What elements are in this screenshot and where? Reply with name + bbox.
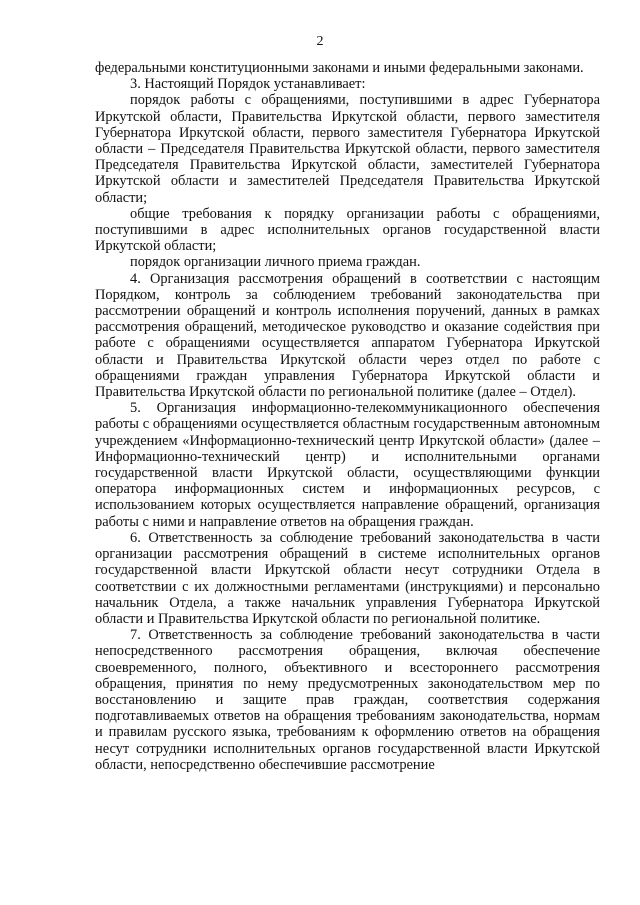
paragraph-item-7: 7. Ответственность за соблюдение требований законодательства в части непосредственного рассмотрения обращения, включая обеспечение своевременного, полного, объективного и всестороннего рассмотрения обращения, принятия по нему предусмотренных законодательством мер по восстановлению и защите прав граждан, соответствия содержания подготавливаемых ответов на обращения требованиям законодательства, нормам и правилам русского языка, требованиям к оформлению ответов на обращения несут сотрудники исполнительных органов государственной власти Иркутской области, непосредственно обеспечившие рассмотрение xyxy=(95,627,600,773)
paragraph-item-5: 5. Организация информационно-телекоммуникационного обеспечения работы с обращениями осуществляется областным государственным автономным учреждением «Информационно-технический центр Иркутской области» (далее – Информационно-технический центр) и исполнительными органами государственной власти Иркутской области, осуществляющими функции оператора информационных систем и информационных ресурсов, с использованием которых осуществляется направление обращений, организация работы с ними и направление ответов на обращения граждан. xyxy=(95,400,600,530)
page-number: 2 xyxy=(316,34,324,49)
document-body xyxy=(95,60,600,773)
paragraph-item-6: 6. Ответственность за соблюдение требований законодательства в части организации рассмотрения обращений в системе исполнительных органов государственной власти Иркутской области несут сотрудники Отдела в соответствии с их должностными регламентами (инструкциями) и персонально начальник Отдела, а также начальник управления Губернатора Иркутской области и Правительства Иркутской области по региональной политике. xyxy=(95,529,600,627)
paragraph-item-4: 4. Организация рассмотрения обращений в соответствии с настоящим Порядком, контроль за соблюдением требований законодательства при рассмотрении обращений и контроль исполнения поручений, данных в рамках рассмотрения обращений, методическое руководство и оказание содействия при работе с обращениями осуществляется аппаратом Губернатора Иркутской области и Правительства Иркутской области через отдел по работе с обращениями граждан управления Губернатора Иркутской области и Правительства Иркутской области по региональной политике (далее – Отдел). xyxy=(95,270,600,401)
paragraph-general-requirements: общие требования к порядку организации работы с обращениями, поступившими в адрес исполнительных органов государственной власти Иркутской области; xyxy=(95,205,600,255)
paragraph-item-3: 3. Настоящий Порядок устанавливает: xyxy=(130,76,366,93)
paragraph-continuation: федеральными конституционными законами и иными федеральными законами. xyxy=(95,60,584,76)
paragraph-work-procedure: порядок работы с обращениями, поступившими в адрес Губернатора Иркутской области, Правительства Иркутской области, первого заместителя Губернатора Иркутской области, первого заместителя Губернатора Иркутской области – Председателя Правительства Иркутской области, первого заместителя Председателя Правительства Иркутской области, заместителей Губернатора Иркутской области и заместителей Председателя Правительства Иркутской области; xyxy=(95,92,600,206)
paragraph-personal-reception: порядок организации личного приема граждан. xyxy=(130,254,421,271)
